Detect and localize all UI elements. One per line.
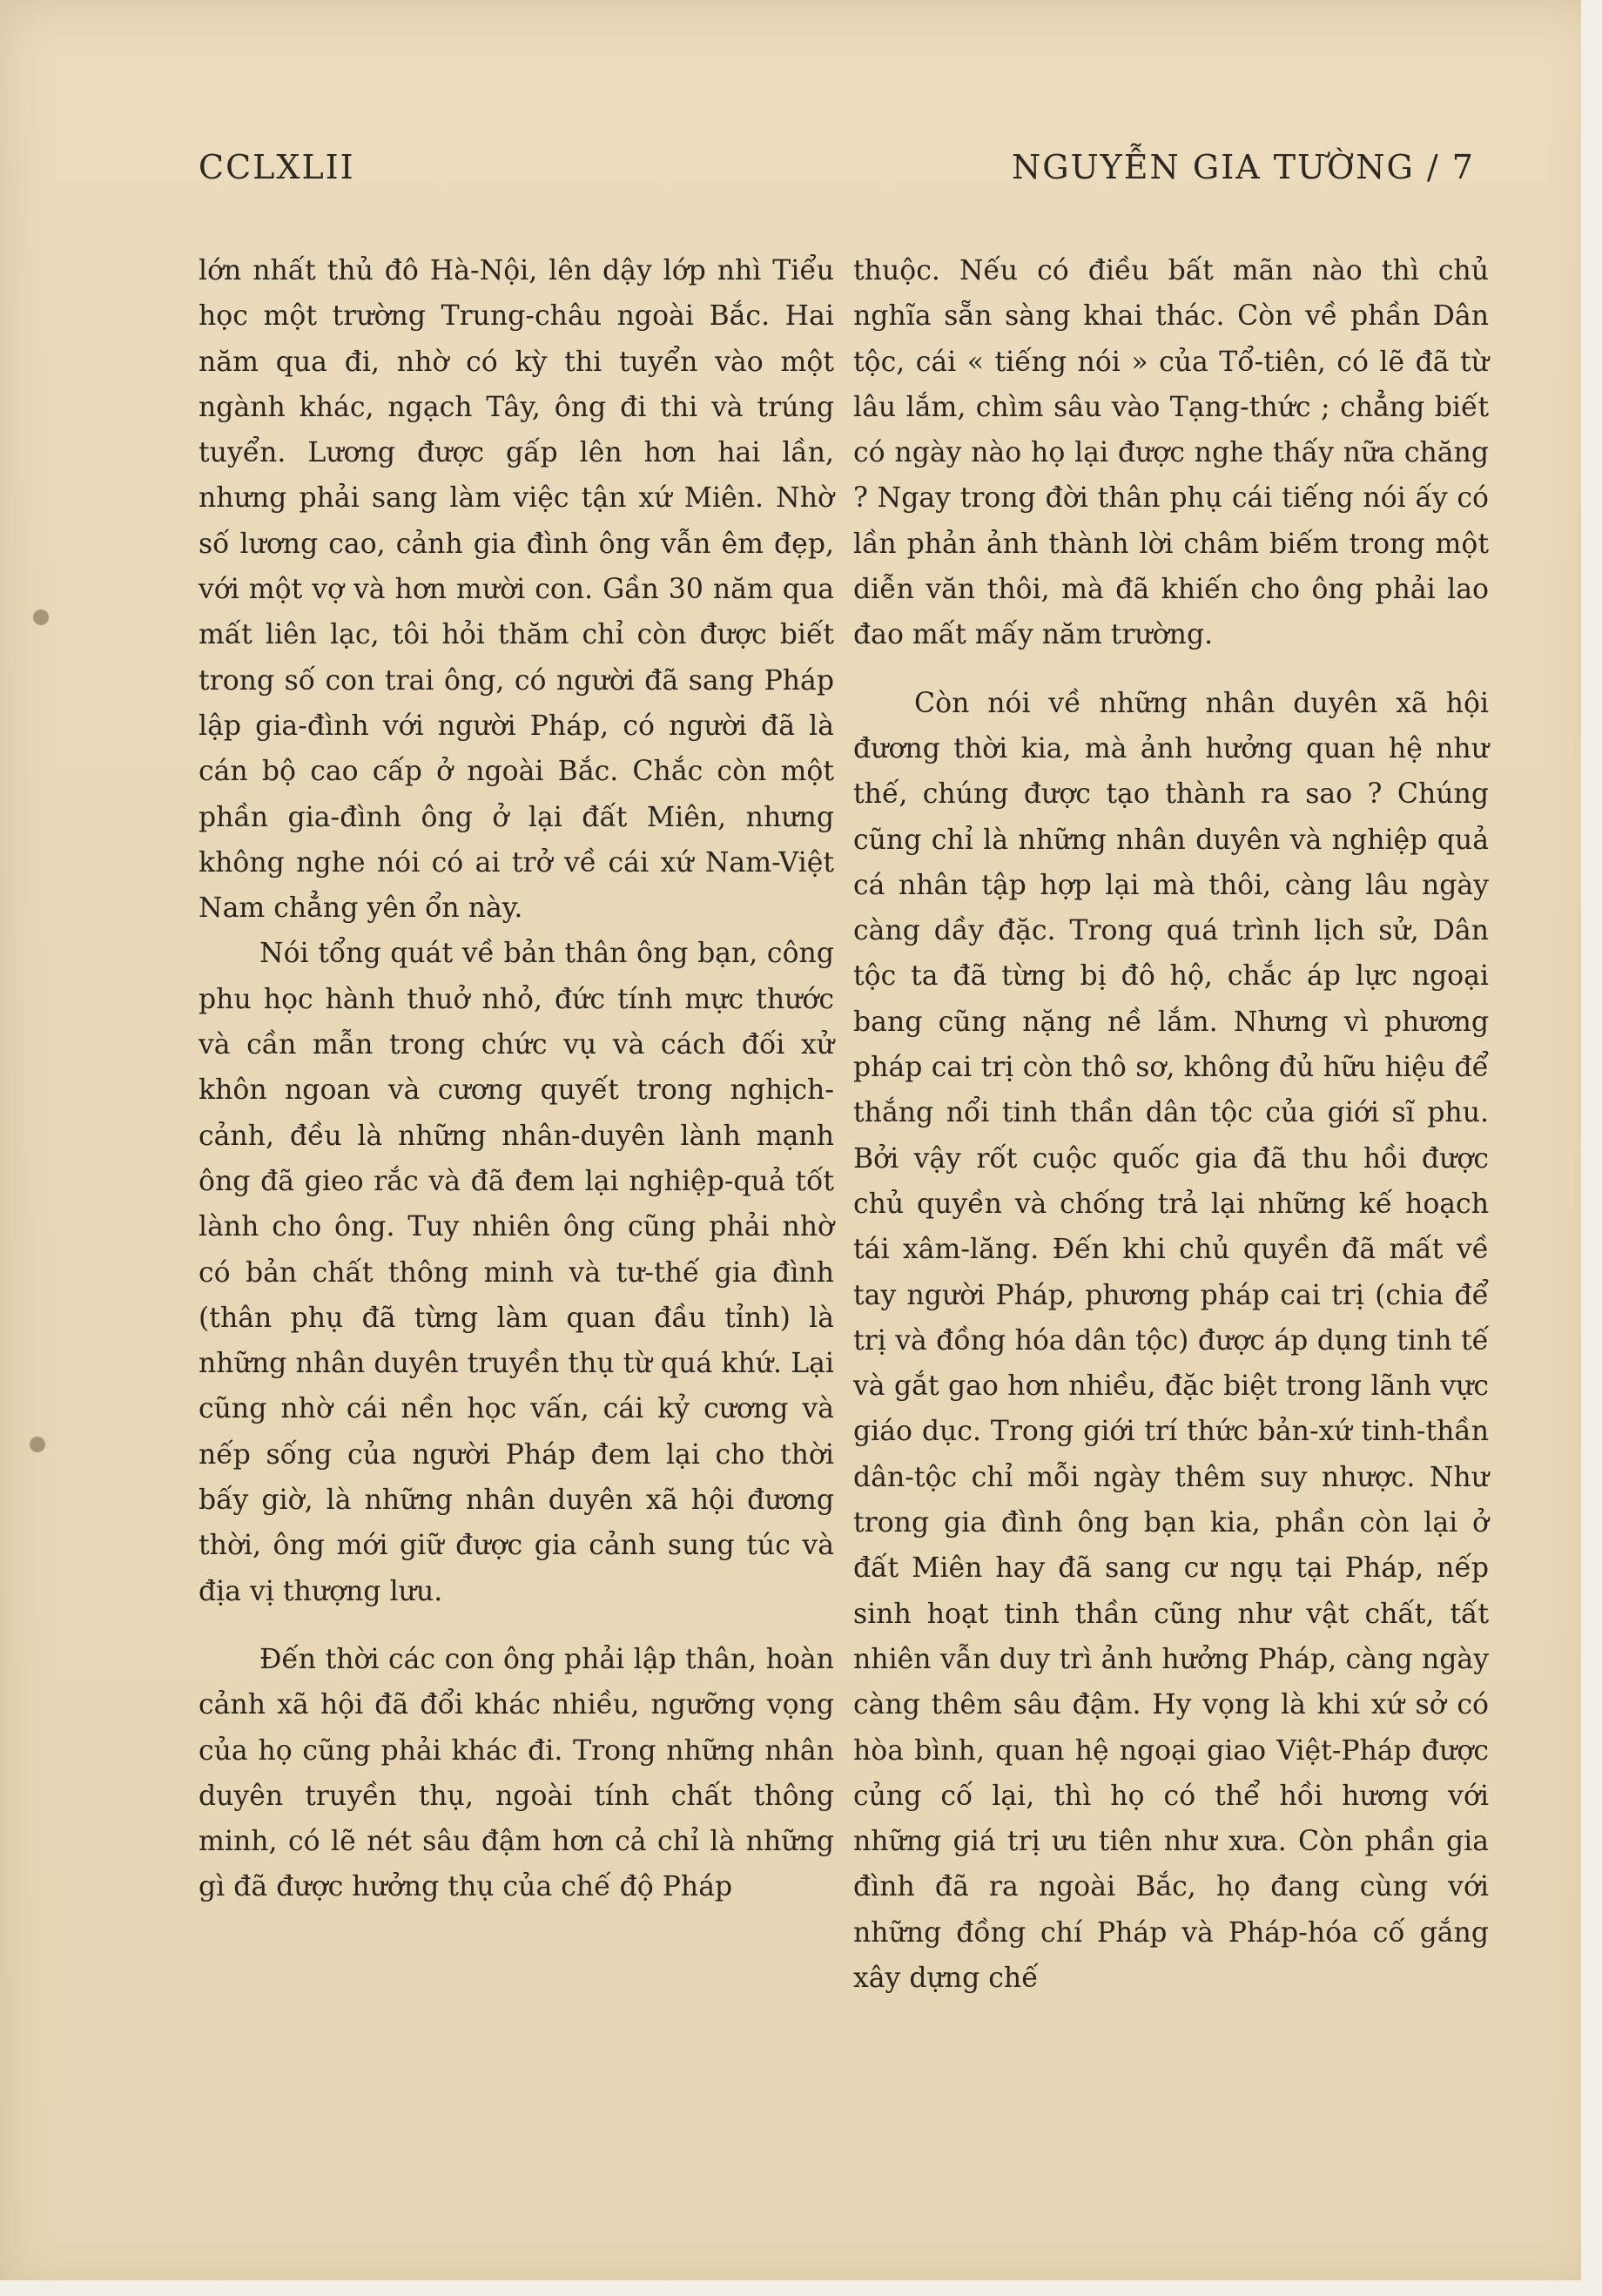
running-title: NGUYỄN GIA TƯỜNG / 7 [1012, 148, 1475, 186]
text-column-left [199, 248, 834, 1910]
page-number-roman: CCLXLII [199, 148, 355, 186]
scan-border-right [1581, 0, 1602, 2296]
paragraph-right-1: thuộc. Nếu có điều bất mãn nào thì chủ nghĩa sẵn sàng khai thác. Còn về phần Dân tộc, cái « tiếng nói » của Tổ-tiên, có lẽ đã từ lâu lắm, chìm sâu vào Tạng-thức ; chẳng biết có ngày nào họ lại được nghe thấy nữa chăng ? Ngay trong đời thân phụ cái tiếng nói ấy có lần phản ảnh thành lời châm biếm trong một diễn văn thôi, mà đã khiến cho ông phải lao đao mất mấy năm trường. [853, 255, 1489, 651]
margin-ink-mark [33, 609, 49, 625]
margin-ink-mark [30, 1437, 45, 1452]
paragraph-left-3: Đến thời các con ông phải lập thân, hoàn cảnh xã hội đã đổi khác nhiều, ngưỡng vọng của họ cũng phải khác đi. Trong những nhân duyên truyền thụ, ngoài tính chất thông minh, có lẽ nét sâu đậm hơn cả chỉ là những gì đã được hưởng thụ của chế độ Pháp [199, 1643, 834, 1903]
paragraph-right-2: Còn nói về những nhân duyên xã hội đương thời kia, mà ảnh hưởng quan hệ như thế, chúng được tạo thành ra sao ? Chúng cũng chỉ là những nhân duyên và nghiệp quả cá nhân tập hợp lại mà thôi, càng lâu ngày càng dầy đặc. Trong quá trình lịch sử, Dân tộc ta đã từng bị đô hộ, chắc áp lực ngoại bang cũng nặng nề lắm. Nhưng vì phương pháp cai trị còn thô sơ, không đủ hữu hiệu để thắng nổi tinh thần dân tộc của giới sĩ phu. Bởi vậy rốt cuộc quốc gia đã thu hồi được chủ quyền và chống trả lại những kế hoạch tái xâm-lăng. Đến khi chủ quyền đã mất về tay người Pháp, phương pháp cai trị (chia để trị và đồng hóa dân tộc) được áp dụng tinh tế và gắt gao hơn nhiều, đặc biệt trong lãnh vực giáo dục. Trong giới trí thức bản-xứ tinh-thần dân-tộc chỉ mỗi ngày thêm suy nhược. Như trong gia đình ông bạn kia, phần còn lại ở đất Miên hay đã sang cư ngụ tại Pháp, nếp sinh hoạt tinh thần cũng như vật chất, tất nhiên vẫn duy trì ảnh hưởng Pháp, càng ngày càng thêm sâu đậm. Hy vọng là khi xứ sở có hòa bình, quan hệ ngoại giao Việt-Pháp được củng cố lại, thì họ có thể hồi hương với những giá trị ưu tiên như xưa. Còn phần gia đình đã ra ngoài Bắc, họ đang cùng với những đồng chí Pháp và Pháp-hóa cố gắng xây dựng chế [853, 687, 1489, 1994]
paragraph-gap [853, 658, 1489, 681]
paragraph-left-2: Nói tổng quát về bản thân ông bạn, công phu học hành thuở nhỏ, đức tính mực thước và cần mẫn trong chức vụ và cách đối xử khôn ngoan và cương quyết trong nghịch-cảnh, đều là những nhân-duyên lành mạnh ông đã gieo rắc và đã đem lại nghiệp-quả tốt lành cho ông. Tuy nhiên ông cũng phải nhờ có bản chất thông minh và tư-thế gia đình (thân phụ đã từng làm quan đầu tỉnh) là những nhân duyên truyền thụ từ quá khứ. Lại cũng nhờ cái nền học vấn, cái kỷ cương và nếp sống của người Pháp đem lại cho thời bấy giờ, là những nhân duyên xã hội đương thời, ông mới giữ được gia cảnh sung túc và địa vị thượng lưu. [199, 938, 834, 1607]
text-column-right [853, 248, 1489, 2001]
paragraph-left-1: lớn nhất thủ đô Hà-Nội, lên dậy lớp nhì Tiểu học một trường Trung-châu ngoài Bắc. Hai năm qua đi, nhờ có kỳ thi tuyển vào một ngành khác, ngạch Tây, ông đi thi và trúng tuyển. Lương được gấp lên hơn hai lần, nhưng phải sang làm việc tận xứ Miên. Nhờ số lương cao, cảnh gia đình ông vẫn êm đẹp, với một vợ và hơn mười con. Gần 30 năm qua mất liên lạc, tôi hỏi thăm chỉ còn được biết trong số con trai ông, có người đã sang Pháp lập gia-đình với người Pháp, có người đã là cán bộ cao cấp ở ngoài Bắc. Chắc còn một phần gia-đình ông ở lại đất Miên, nhưng không nghe nói có ai trở về cái xứ Nam-Việt Nam chẳng yên ổn này. [199, 255, 834, 925]
scan-border-bottom [0, 2280, 1602, 2296]
paragraph-gap [199, 1614, 834, 1637]
